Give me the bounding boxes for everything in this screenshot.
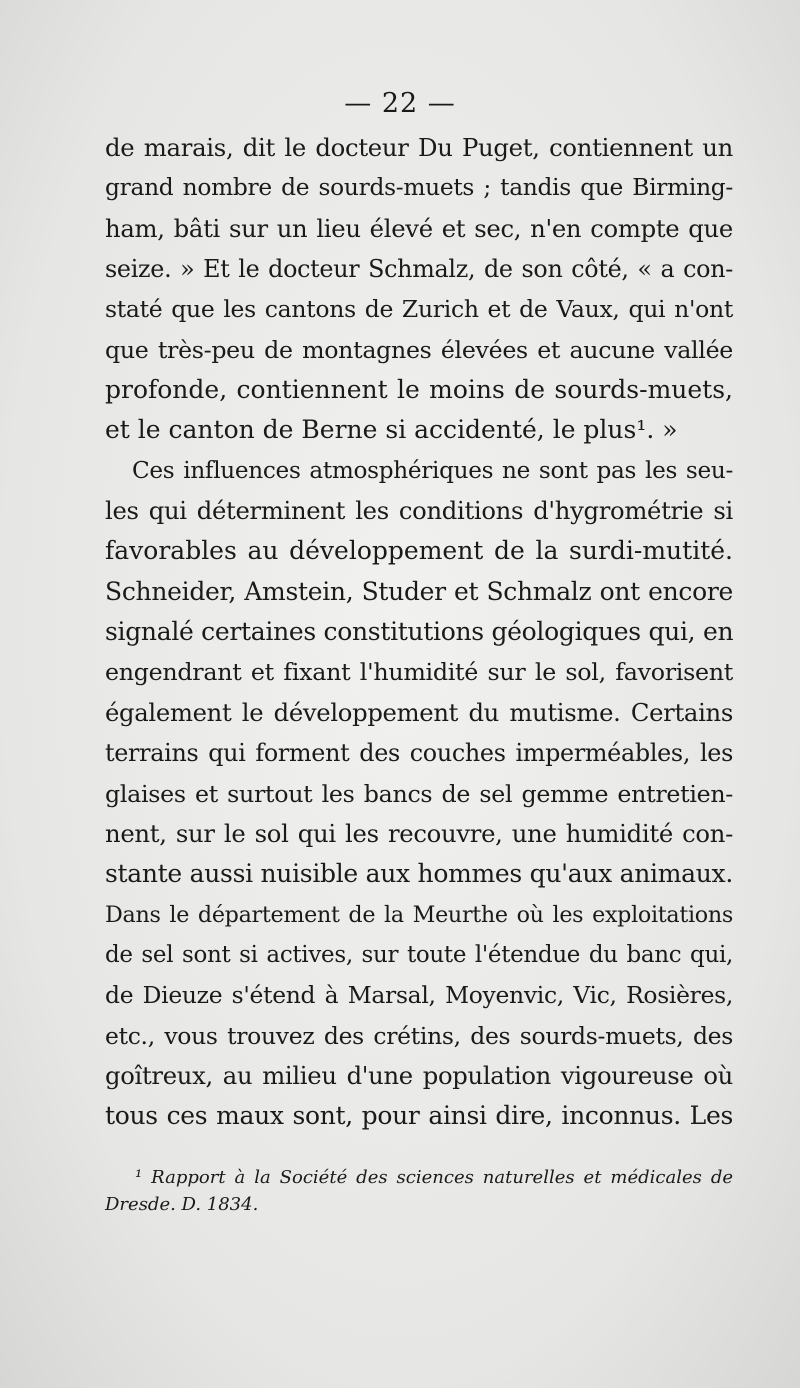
text-line: et le canton de Berne si accidenté, le plus¹. » <box>105 415 678 445</box>
text-line: glaises et surtout les bancs de sel gemme entretien- <box>105 779 733 808</box>
text-line: goîtreux, au milieu d'une population vigoureuse où <box>105 1060 733 1090</box>
text-line: stante aussi nuisible aux hommes qu'aux animaux. <box>105 859 733 889</box>
text-line: Dans le département de la Meurthe où les exploitations <box>105 901 733 928</box>
page-number: — 22 — <box>344 88 456 119</box>
text-line: seize. » Et le docteur Schmalz, de son côté, « a con- <box>105 255 733 284</box>
text-line: favorables au développement de la surdi-mutité. <box>105 536 733 566</box>
text-line: tous ces maux sont, pour ainsi dire, inconnus. Les <box>105 1101 733 1131</box>
text-line: terrains qui forment des couches imperméables, les <box>105 739 733 768</box>
text-line: Schneider, Amstein, Studer et Schmalz ont encore <box>105 576 733 606</box>
text-line: de marais, dit le docteur Du Puget, contiennent un <box>105 133 733 162</box>
text-line: que très-peu de montagnes élevées et aucune vallée <box>105 335 733 364</box>
text-line: Ces influences atmosphériques ne sont pas les seu- <box>132 457 733 484</box>
body-text <box>105 128 733 1137</box>
text-line: staté que les cantons de Zurich et de Vaux, qui n'ont <box>105 295 733 324</box>
text-line: les qui déterminent les conditions d'hygrométrie si <box>105 496 733 526</box>
text-line: grand nombre de sourds-muets ; tandis que Birming- <box>105 174 733 202</box>
text-line: signalé certaines constitutions géologiques qui, en <box>105 617 734 647</box>
footnote <box>105 1164 733 1218</box>
text-line: de sel sont si actives, sur toute l'étendue du banc qui, <box>105 941 733 968</box>
text-line: profonde, contiennent le moins de sourds-muets, <box>105 375 733 405</box>
footnote-line: Dresde. D. 1834. <box>105 1194 259 1215</box>
text-line: de Dieuze s'étend à Marsal, Moyenvic, Vic, Rosières, <box>105 981 733 1010</box>
text-line: engendrant et fixant l'humidité sur le sol, favorisent <box>105 658 733 687</box>
text-line: nent, sur le sol qui les recouvre, une humidité con- <box>105 818 733 848</box>
text-line: également le développement du mutisme. Certains <box>105 697 733 727</box>
text-line: ham, bâti sur un lieu élevé et sec, n'en compte que <box>105 213 733 243</box>
footnote-line: ¹ Rapport à la Société des sciences naturelles et médicales de <box>135 1167 733 1188</box>
text-line: etc., vous trouvez des crétins, des sourds-muets, des <box>105 1021 733 1050</box>
